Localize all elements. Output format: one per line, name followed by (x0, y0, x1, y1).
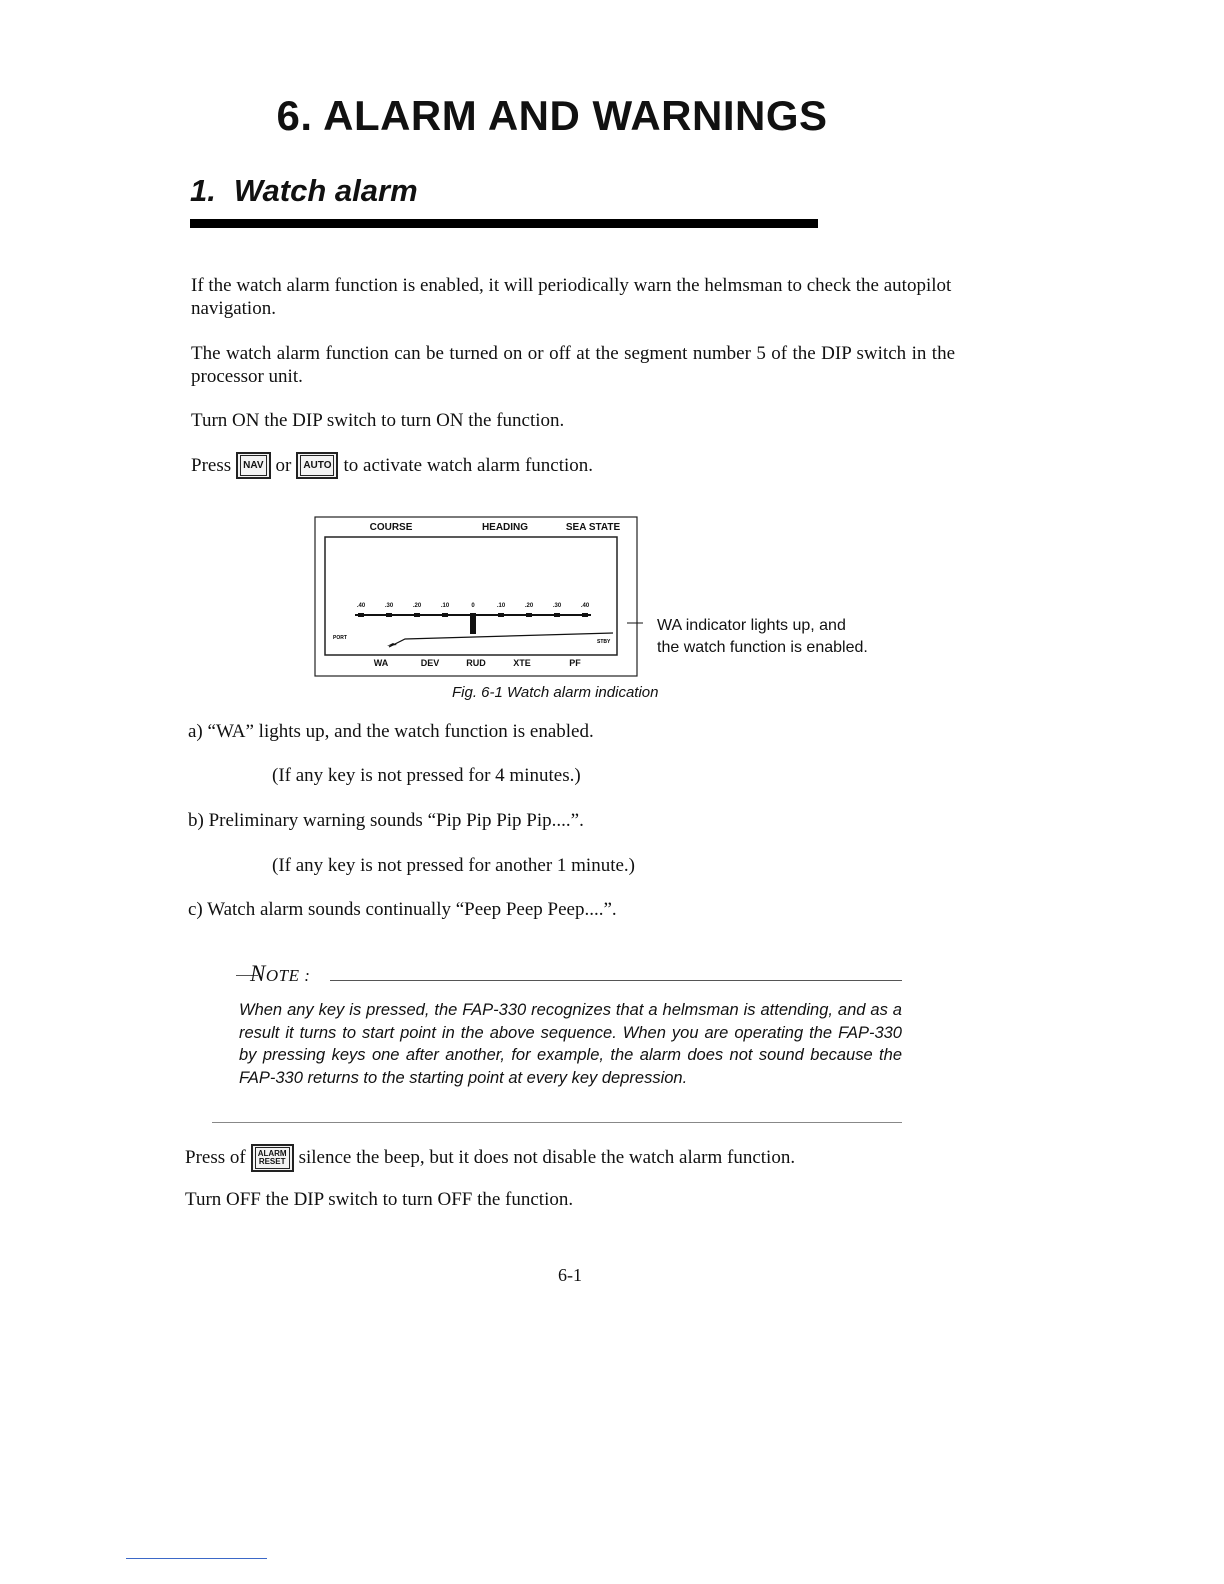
scale-label: .10 (496, 603, 506, 609)
press-text: Press (191, 455, 232, 476)
callout-line-1: WA indicator lights up, and (657, 617, 846, 634)
display-outer-frame (315, 517, 637, 676)
scale-label: .30 (552, 603, 562, 609)
paragraph-intro: If the watch alarm function is enabled, it will periodically warn the helmsman to check the autopilot navigation. (191, 275, 952, 319)
or-text: or (275, 455, 292, 476)
scale-label: .30 (384, 603, 394, 609)
label-dev: DEV (420, 658, 440, 668)
figure-caption: Fig. 6-1 Watch alarm indication (452, 684, 659, 701)
nav-key-icon: NAV (236, 452, 270, 479)
page-number: 6-1 (558, 1265, 582, 1285)
scale-label: 0 (471, 603, 475, 609)
footer-rule (126, 1558, 267, 1559)
figure-callout (657, 615, 868, 659)
scale-label: .10 (440, 603, 450, 609)
activate-text: to activate watch alarm function. (343, 455, 594, 476)
port-label: PORT (333, 635, 347, 641)
scale-label: .20 (412, 603, 422, 609)
auto-key-icon: AUTO (296, 452, 338, 479)
heading-bar-indicator (470, 617, 476, 634)
note-title-rest: OTE : (265, 966, 311, 985)
scale-label: .40 (580, 603, 590, 609)
section-title-text: Watch alarm (233, 173, 418, 208)
section-rule (190, 219, 818, 228)
silence-text: silence the beep, but it does not disable the watch alarm function. (298, 1147, 796, 1168)
stby-label: STBY (597, 639, 611, 645)
section-number: 1. (190, 173, 216, 208)
section-title (190, 173, 418, 209)
paragraph-alarm-reset (185, 1144, 795, 1172)
press-of-text: Press of (185, 1147, 246, 1168)
paragraph-turn-off: Turn OFF the DIP switch to turn OFF the function. (185, 1189, 574, 1210)
paragraph-press-keys (191, 452, 955, 479)
note-title-initial: N (250, 961, 266, 986)
label-course: COURSE (369, 522, 413, 533)
paragraph-dip-switch: The watch alarm function can be turned on or off at the segment number 5 of the DIP switch in the processor unit. (191, 343, 955, 387)
label-heading: HEADING (481, 522, 529, 533)
chapter-title: 6. ALARM AND WARNINGS (276, 92, 828, 139)
note-body: When any key is pressed, the FAP-330 recognizes that a helmsman is attending, and as a result it turns to start point in the above sequence. When you are operating the FAP-330 by pressing keys one after another, for example, the alarm does not sound because the FAP-330 returns to the starting point at every key depression. (239, 1001, 902, 1087)
callout-line-2: the watch function is enabled. (657, 639, 868, 656)
note-title (250, 961, 310, 987)
rudder-line (389, 633, 613, 647)
condition-1: (If any key is not pressed for 4 minutes.) (272, 765, 581, 786)
scale-label: .20 (524, 603, 534, 609)
scale-labels (357, 603, 590, 609)
paragraph-turn-on: Turn ON the DIP switch to turn ON the function. (191, 410, 565, 431)
step-a: a) “WA” lights up, and the watch function is enabled. (188, 721, 594, 742)
label-xte: XTE (513, 658, 531, 668)
label-pf: PF (569, 658, 581, 668)
label-rud: RUD (466, 658, 486, 668)
step-b: b) Preliminary warning sounds “Pip Pip Pip Pip....”. (188, 810, 584, 831)
alarm-reset-key-icon: ALARM RESET (251, 1144, 294, 1172)
step-c: c) Watch alarm sounds continually “Peep Peep Peep....”. (188, 899, 617, 920)
note-rule-bottom (212, 1122, 902, 1123)
watch-alarm-display-figure (313, 515, 643, 680)
condition-2: (If any key is not pressed for another 1 minute.) (272, 855, 636, 876)
label-wa: WA (373, 658, 389, 668)
scale-label: .40 (356, 603, 366, 609)
label-sea-state: SEA STATE (565, 522, 621, 533)
note-rule-right (330, 980, 902, 981)
